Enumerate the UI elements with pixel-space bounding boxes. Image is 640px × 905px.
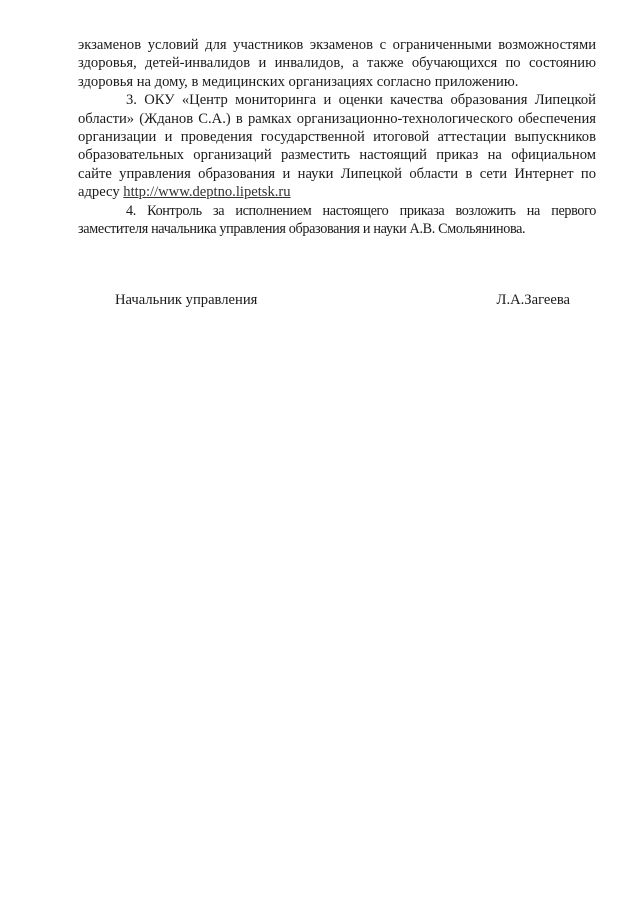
paragraph-3 [78, 91, 596, 201]
document-body [78, 36, 596, 238]
signature-position: Начальник управления [115, 292, 258, 308]
signature-block [115, 291, 570, 309]
signature-name: Л.А.Загеева [496, 292, 570, 308]
paragraph-3-text: 3. ОКУ «Центр мониторинга и оценки качества образования Липецкой области» (Жданов С.А.) в рамках организационно-технологического обеспечения организации и проведения государственной итоговой аттестации выпускников образовательных организаций разместить настоящий приказ на официальном сайте управления образования и науки Липецкой области в сети Интернет по адресу [78, 92, 596, 201]
paragraph-continuation: экзаменов условий для участников экзаменов с ограниченными возможностями здоровья, детей-инвалидов и инвалидов, а также обучающихся по состоянию здоровья на дому, в медицинских организациях согласно приложению. [78, 37, 596, 90]
paragraph-4: 4. Контроль за исполнением настоящего приказа возложить на первого заместителя начальника управления образования и науки А.В. Смольянинова. [78, 202, 596, 238]
website-link[interactable]: http://www.deptno.lipetsk.ru [123, 184, 291, 201]
